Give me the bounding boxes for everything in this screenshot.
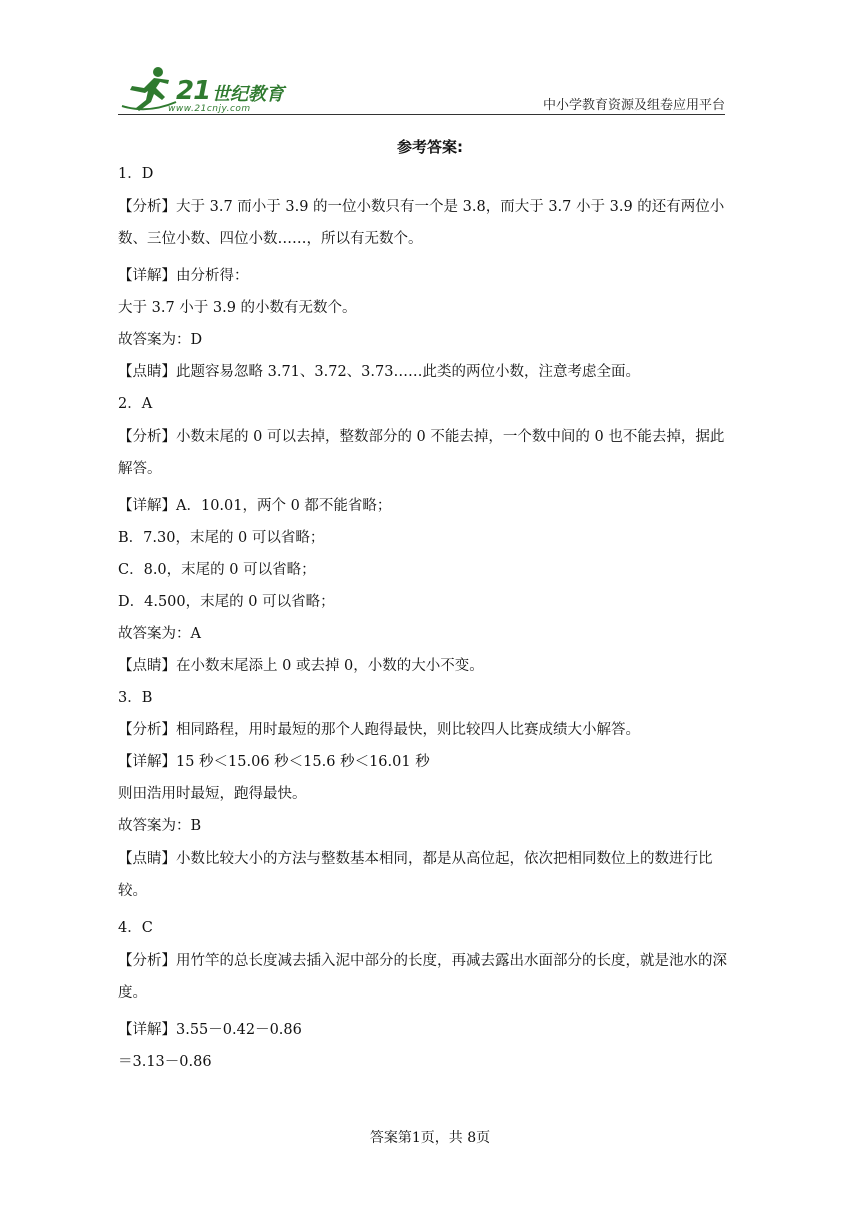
answer-line: 【点睛】在小数末尾添上 0 或去掉 0，小数的大小不变。 bbox=[118, 658, 484, 674]
logo-text: 世纪教育 bbox=[212, 84, 284, 105]
answer-line: 【分析】小数末尾的 0 可以去掉，整数部分的 0 不能去掉，一个数中间的 0 也不能去掉，据此解答。 bbox=[118, 429, 725, 477]
answer-line: 【详解】3.55－0.42－0.86 bbox=[118, 1022, 302, 1038]
answer-line: 大于 3.7 小于 3.9 的小数有无数个。 bbox=[118, 300, 357, 316]
answer-line: 4．C bbox=[118, 920, 153, 936]
brand-logo bbox=[118, 62, 298, 116]
answer-line: 故答案为：D bbox=[118, 332, 203, 348]
header-divider bbox=[118, 114, 725, 115]
answer-line: 【详解】A．10.01，两个 0 都不能省略； bbox=[118, 498, 392, 514]
page-footer: 答案第1页，共 8页 bbox=[369, 1130, 491, 1146]
answer-line: 【详解】由分析得： bbox=[118, 268, 249, 284]
platform-name: 中小学教育资源及组卷应用平台 bbox=[542, 98, 725, 113]
answer-line: 1．D bbox=[118, 166, 154, 182]
answer-line: 则田浩用时最短，跑得最快。 bbox=[118, 786, 307, 802]
answer-line: 【分析】大于 3.7 而小于 3.9 的一位小数只有一个是 3.8，而大于 3.7 小于 3.9 的还有两位小数、三位小数、四位小数……，所以有无数个。 bbox=[118, 199, 725, 247]
answer-line: D．4.500，末尾的 0 可以省略； bbox=[118, 594, 335, 610]
answer-line: 【详解】15 秒＜15.06 秒＜15.6 秒＜16.01 秒 bbox=[118, 754, 430, 770]
answer-line: 故答案为：B bbox=[118, 818, 202, 834]
answer-line: ＝3.13－0.86 bbox=[118, 1054, 212, 1070]
answer-line: C．8.0，末尾的 0 可以省略； bbox=[118, 562, 316, 578]
logo-url: www.21cnjy.com bbox=[168, 104, 251, 114]
answer-line: 3．B bbox=[118, 690, 153, 706]
page-header bbox=[118, 62, 725, 116]
answer-content bbox=[118, 164, 734, 1084]
logo-number: 21 bbox=[176, 76, 211, 106]
answer-title: 参考答案: bbox=[397, 138, 463, 156]
answer-line: 【点睛】小数比较大小的方法与整数基本相同，都是从高位起，依次把相同数位上的数进行比较。 bbox=[118, 851, 713, 899]
answer-line: 2．A bbox=[118, 396, 153, 412]
answer-line: 【分析】用竹竿的总长度减去插入泥中部分的长度，再减去露出水面部分的长度，就是池水的深度。 bbox=[118, 953, 727, 1001]
answer-line: 故答案为：A bbox=[118, 626, 201, 642]
answer-line: 【点睛】此题容易忽略 3.71、3.72、3.73……此类的两位小数，注意考虑全面。 bbox=[118, 364, 640, 380]
answer-line: 【分析】相同路程，用时最短的那个人跑得最快，则比较四人比赛成绩大小解答。 bbox=[118, 722, 640, 738]
answer-line: B．7.30，末尾的 0 可以省略； bbox=[118, 530, 325, 546]
